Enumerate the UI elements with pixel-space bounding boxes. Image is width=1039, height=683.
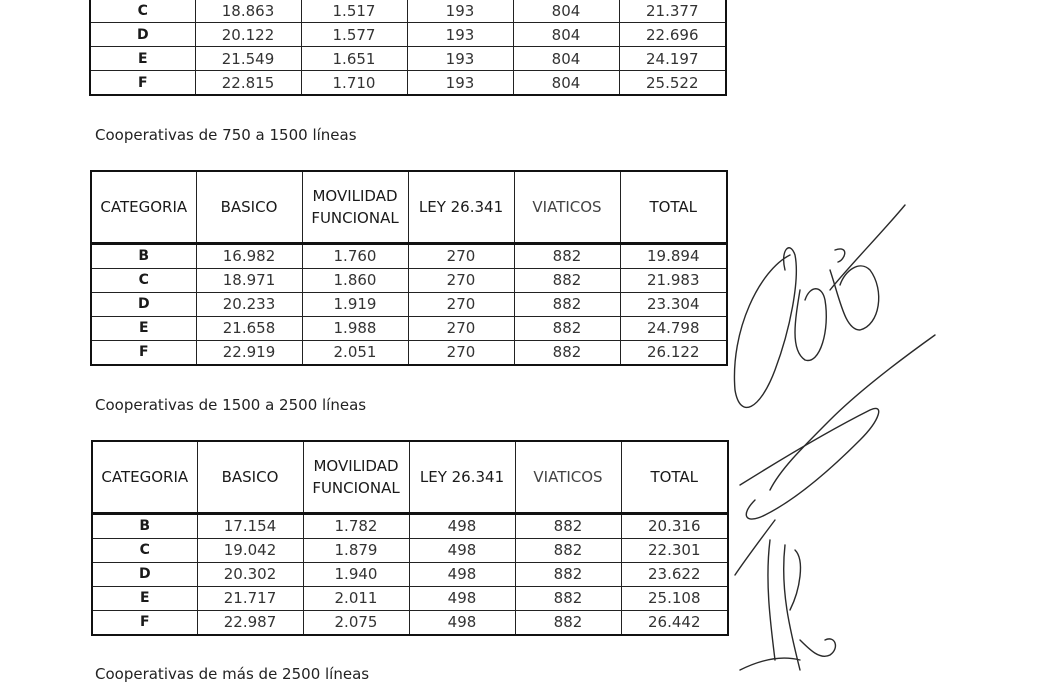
value-cell: 20.302 <box>197 562 303 586</box>
category-cell: C <box>90 0 195 23</box>
value-cell: 26.442 <box>621 610 728 635</box>
value-cell: 21.983 <box>620 268 727 292</box>
value-cell: 19.042 <box>197 538 303 562</box>
value-cell: 20.316 <box>621 513 728 538</box>
value-cell: 193 <box>407 23 513 47</box>
section-title-1500-2500: Cooperativas de 1500 a 2500 líneas <box>95 396 367 414</box>
value-cell: 498 <box>409 538 515 562</box>
category-cell: B <box>91 243 196 268</box>
header-ley: LEY 26.341 <box>408 171 514 243</box>
value-cell: 270 <box>408 292 514 316</box>
value-cell: 20.122 <box>195 23 301 47</box>
value-cell: 2.051 <box>302 340 408 365</box>
category-cell: B <box>92 513 197 538</box>
value-cell: 26.122 <box>620 340 727 365</box>
category-cell: C <box>92 538 197 562</box>
value-cell: 882 <box>515 538 621 562</box>
value-cell: 1.577 <box>301 23 407 47</box>
category-cell: D <box>92 562 197 586</box>
value-cell: 270 <box>408 268 514 292</box>
value-cell: 2.075 <box>303 610 409 635</box>
value-cell: 18.863 <box>195 0 301 23</box>
signature-lower <box>735 520 835 670</box>
value-cell: 20.233 <box>196 292 302 316</box>
value-cell: 193 <box>407 47 513 71</box>
value-cell: 22.987 <box>197 610 303 635</box>
value-cell: 18.971 <box>196 268 302 292</box>
category-cell: E <box>92 586 197 610</box>
category-cell: F <box>92 610 197 635</box>
value-cell: 270 <box>408 243 514 268</box>
header-basico: BASICO <box>197 441 303 513</box>
value-cell: 882 <box>514 340 620 365</box>
value-cell: 270 <box>408 340 514 365</box>
category-cell: C <box>91 268 196 292</box>
value-cell: 1.782 <box>303 513 409 538</box>
value-cell: 1.940 <box>303 562 409 586</box>
value-cell: 22.815 <box>195 71 301 96</box>
value-cell: 1.760 <box>302 243 408 268</box>
header-ley: LEY 26.341 <box>409 441 515 513</box>
value-cell: 882 <box>515 586 621 610</box>
header-movilidad: MOVILIDAD FUNCIONAL <box>303 441 409 513</box>
value-cell: 498 <box>409 610 515 635</box>
value-cell: 882 <box>514 316 620 340</box>
value-cell: 22.919 <box>196 340 302 365</box>
value-cell: 17.154 <box>197 513 303 538</box>
value-cell: 882 <box>515 513 621 538</box>
category-cell: F <box>91 340 196 365</box>
value-cell: 804 <box>513 23 619 47</box>
value-cell: 24.197 <box>619 47 726 71</box>
header-movilidad: MOVILIDAD FUNCIONAL <box>302 171 408 243</box>
header-viaticos: VIATICOS <box>514 171 620 243</box>
value-cell: 23.304 <box>620 292 727 316</box>
value-cell: 498 <box>409 586 515 610</box>
value-cell: 882 <box>514 243 620 268</box>
category-cell: D <box>90 23 195 47</box>
category-cell: D <box>91 292 196 316</box>
category-cell: F <box>90 71 195 96</box>
value-cell: 1.919 <box>302 292 408 316</box>
section-title-mas-2500: Cooperativas de más de 2500 líneas <box>95 665 370 683</box>
value-cell: 882 <box>514 268 620 292</box>
header-total: TOTAL <box>621 441 728 513</box>
signature-middle <box>740 335 935 519</box>
value-cell: 1.710 <box>301 71 407 96</box>
header-categoria: CATEGORIA <box>91 171 196 243</box>
category-cell: E <box>90 47 195 71</box>
header-categoria: CATEGORIA <box>92 441 197 513</box>
header-total: TOTAL <box>620 171 727 243</box>
value-cell: 2.011 <box>303 586 409 610</box>
value-cell: 498 <box>409 562 515 586</box>
value-cell: 1.517 <box>301 0 407 23</box>
value-cell: 16.982 <box>196 243 302 268</box>
value-cell: 498 <box>409 513 515 538</box>
value-cell: 193 <box>407 0 513 23</box>
value-cell: 1.879 <box>303 538 409 562</box>
value-cell: 804 <box>513 0 619 23</box>
section-title-750-1500: Cooperativas de 750 a 1500 líneas <box>95 126 357 144</box>
value-cell: 25.522 <box>619 71 726 96</box>
value-cell: 21.658 <box>196 316 302 340</box>
value-cell: 23.622 <box>621 562 728 586</box>
value-cell: 1.651 <box>301 47 407 71</box>
value-cell: 21.549 <box>195 47 301 71</box>
category-cell: E <box>91 316 196 340</box>
value-cell: 21.717 <box>197 586 303 610</box>
value-cell: 882 <box>515 610 621 635</box>
value-cell: 804 <box>513 47 619 71</box>
value-cell: 1.860 <box>302 268 408 292</box>
header-basico: BASICO <box>196 171 302 243</box>
header-viaticos: VIATICOS <box>515 441 621 513</box>
value-cell: 193 <box>407 71 513 96</box>
value-cell: 804 <box>513 71 619 96</box>
value-cell: 21.377 <box>619 0 726 23</box>
value-cell: 270 <box>408 316 514 340</box>
value-cell: 22.301 <box>621 538 728 562</box>
value-cell: 22.696 <box>619 23 726 47</box>
value-cell: 882 <box>515 562 621 586</box>
value-cell: 24.798 <box>620 316 727 340</box>
value-cell: 25.108 <box>621 586 728 610</box>
value-cell: 882 <box>514 292 620 316</box>
value-cell: 19.894 <box>620 243 727 268</box>
value-cell: 1.988 <box>302 316 408 340</box>
